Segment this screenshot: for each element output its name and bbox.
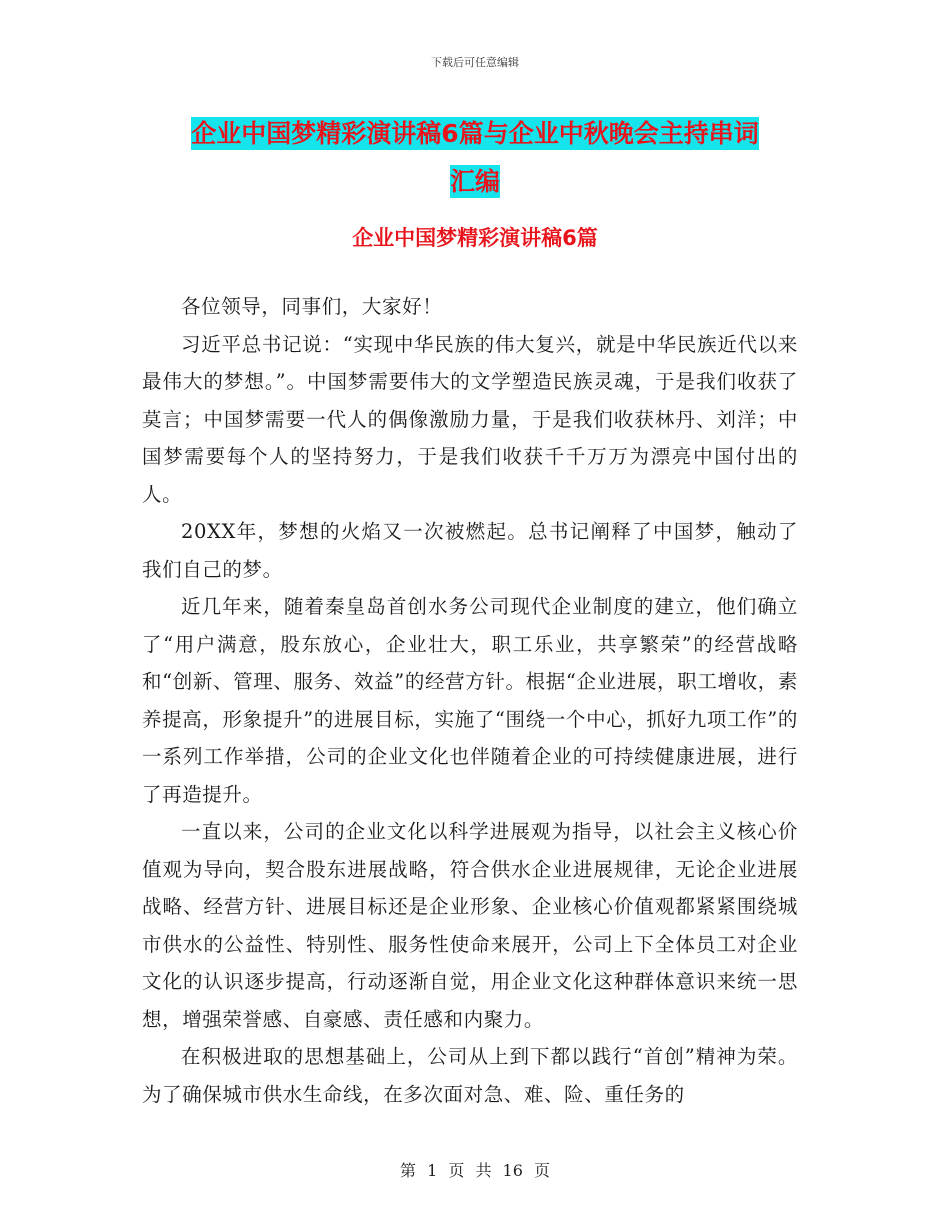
paragraph: 20XX年，梦想的火焰又一次被燃起。总书记阐释了中国梦，触动了我们自己的梦。 <box>142 520 798 581</box>
document-title-line1: 企业中国梦精彩演讲稿6篇与企业中秋晚会主持串词 <box>191 119 759 148</box>
document-body <box>142 288 798 1113</box>
page-footer: 第 1 页 共 16 页 <box>400 1161 550 1180</box>
section-title: 企业中国梦精彩演讲稿6篇 <box>352 226 598 250</box>
paragraph: 在积极进取的思想基础上，公司从上到下都以践行“首创”精神为荣。为了确保城市供水生命线，在多次面对急、难、险、重任务的 <box>142 1045 798 1106</box>
header-note: 下载后可任意编辑 <box>431 56 519 69</box>
paragraph: 习近平总书记说：“实现中华民族的伟大复兴，就是中华民族近代以来最伟大的梦想。”。中国梦需要伟大的文学塑造民族灵魂，于是我们收获了莫言；中国梦需要一代人的偶像激励力量，于是我们收获林丹、刘洋；中国梦需要每个人的坚持努力，于是我们收获千千万万为漂亮中国付出的人。 <box>142 332 798 506</box>
paragraph: 各位领导，同事们，大家好！ <box>181 295 443 318</box>
document-title <box>140 110 810 206</box>
paragraph: 一直以来，公司的企业文化以科学进展观为指导，以社会主义核心价值观为导向，契合股东进展战略，符合供水企业进展规律，无论企业进展战略、经营方针、进展目标还是企业形象、企业核心价值观都紧紧围绕城市供水的公益性、特别性、服务性使命来展开，公司上下全体员工对企业文化的认识逐步提高，行动逐渐自觉，用企业文化这种群体意识来统一思想，增强荣誉感、自豪感、责任感和内聚力。 <box>142 820 798 1031</box>
paragraph: 近几年来，随着秦皇岛首创水务公司现代企业制度的建立，他们确立了“用户满意，股东放心，企业壮大，职工乐业，共享繁荣”的经营战略和“创新、管理、服务、效益”的经营方针。根据“企业进展，职工增收，素养提高，形象提升”的进展目标，实施了“围绕一个中心，抓好九项工作”的一系列工作举措，公司的企业文化也伴随着企业的可持续健康进展，进行了再造提升。 <box>142 595 798 806</box>
document-title-line2: 汇编 <box>449 167 500 196</box>
